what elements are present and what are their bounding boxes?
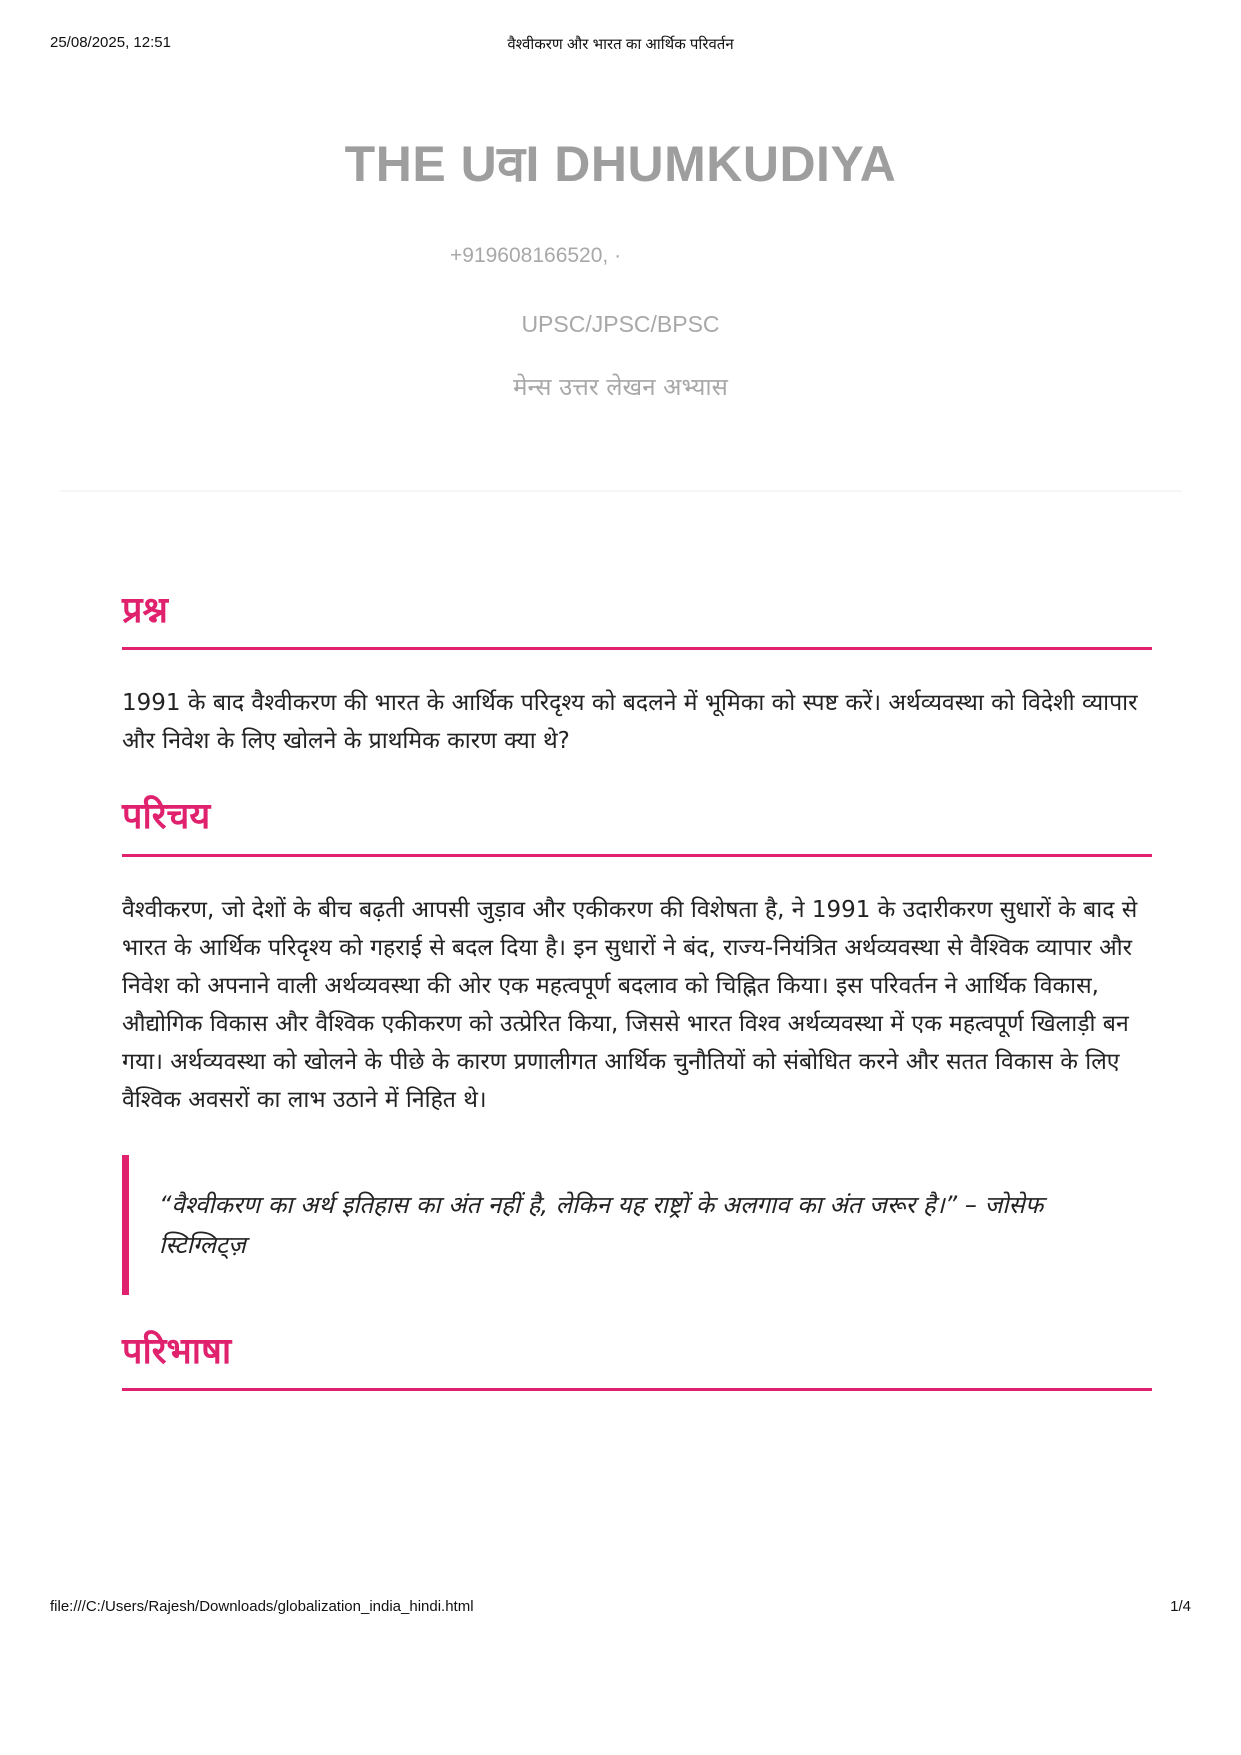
definition-heading: परिभाषा (122, 1331, 1152, 1391)
question-section (122, 590, 1152, 760)
intro-heading: परिचय (122, 796, 1152, 856)
print-footer (50, 1598, 1191, 1620)
practice-subtitle: मेन्स उत्तर लेखन अभ्यास (513, 373, 728, 401)
question-text: 1991 के बाद वैश्वीकरण की भारत के आर्थिक परिदृश्य को बदलने में भूमिका को स्पष्ट करें। अर्थव्यवस्था को विदेशी व्यापार और निवेश के लिए खोलने के प्राथमिक कारण क्या थे? (122, 690, 1138, 755)
exam-tags: UPSC/JPSC/BPSC (521, 311, 720, 337)
intro-quote: “वैश्वीकरण का अर्थ इतिहास का अंत नहीं है, लेकिन यह राष्ट्रों के अलगाव का अंत जरूर है।” – जोसेफ स्टिग्लिट्ज़ (122, 1155, 1152, 1295)
print-page-number: 1/4 (1170, 1598, 1191, 1615)
question-heading: प्रश्न (122, 590, 1152, 650)
header-divider (60, 490, 1182, 492)
print-datetime: 25/08/2025, 12:51 (50, 34, 171, 51)
main-content (122, 590, 1152, 1391)
intro-text: वैश्वीकरण, जो देशों के बीच बढ़ती आपसी जुड़ाव और एकीकरण की विशेषता है, ने 1991 के उदारीकरण सुधारों के बाद से भारत के आर्थिक परिदृश्य को गहराई से बदल दिया है। इन सुधारों ने बंद, राज्य-नियंत्रित अर्थव्यवस्था से वैश्विक व्यापार और निवेश को अपनाने वाली अर्थव्यवस्था की ओर एक महत्वपूर्ण बदलाव को चिह्नित किया। इस परिवर्तन ने आर्थिक विकास, औद्योगिक विकास और वैश्विक एकीकरण को उत्प्रेरित किया, जिससे भारत विश्व अर्थव्यवस्था में एक महत्वपूर्ण खिलाड़ी बन गया। अर्थव्यवस्था को खोलने के पीछे के कारण प्रणालीगत आर्थिक चुनौतियों को संबोधित करने और सतत विकास के लिए वैश्विक अवसरों का लाभ उठाने में निहित थे। (122, 896, 1138, 1113)
print-file-path: file:///C:/Users/Rajesh/Downloads/globalization_india_hindi.html (50, 1598, 474, 1615)
print-header (50, 34, 1191, 56)
contact-phone: +919608166520, · (450, 244, 622, 267)
intro-section (122, 796, 1152, 1294)
brand-title: THE UवI DHUMKUDIYA (344, 136, 897, 192)
print-doc-title: वैश्वीकरण और भारत का आर्थिक परिवर्तन (507, 36, 734, 53)
definition-section (122, 1331, 1152, 1391)
